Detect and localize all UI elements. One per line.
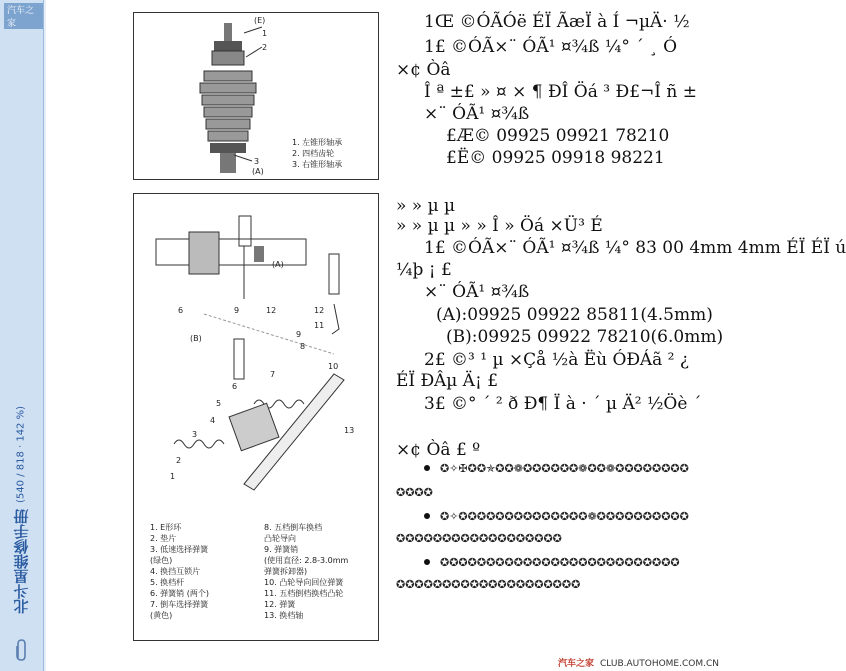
caption-line: 3. 右锥形轴承 — [292, 160, 343, 169]
document-title — [2, 390, 40, 630]
callout-10: 10 — [328, 362, 339, 371]
text-line: ×¢ Òâ £ º — [396, 440, 481, 460]
caption-line: 2. 垫片 — [150, 534, 177, 543]
text-line: » » µ µ — [396, 196, 456, 216]
caption-line: 6. 弹簧销 (两个) — [150, 589, 209, 598]
caption-line: (黄色) — [150, 611, 173, 620]
caption-line: 1. E形环 — [150, 523, 182, 532]
bullet-text: ✪✧✪✪✪✪✪✪✪✪✪✪✪✪✪✪❁✪✪✪✪✪✪✪✪✪✪ — [440, 510, 689, 523]
shift-shaft-drawing — [134, 194, 378, 494]
text-line: (A):09925 09922 85811(4.5mm) — [436, 305, 713, 325]
bullet-text: ✪✧✠✪✪✯✪✪❁✪✪✪✪✪✪❁✪✪❁✪✪✪✪✪✪✪✪ — [440, 462, 689, 475]
callout-8: 8 — [300, 342, 306, 351]
bullet-wrap: ✪✪✪✪ — [396, 486, 433, 499]
page-info: (540 / 818 · 142 %) — [15, 406, 27, 504]
caption-line: (绿色) — [150, 556, 173, 565]
caption-line: 1. 左锥形轴承 — [292, 138, 343, 147]
bullet-icon — [424, 559, 430, 565]
viewer-sidebar — [0, 0, 44, 671]
text-line: 1Œ ©ÓÃÓë ÉÏ ÃæÏ à Í ¬µÄ· ½ — [424, 12, 690, 32]
callout-11: 11 — [314, 321, 325, 330]
text-line: ÉÏ ÐÂµ Ä¡ £ — [396, 371, 499, 391]
caption-line: (使用直径: 2.8-3.0mm — [264, 556, 349, 565]
label-a: (A) — [252, 167, 264, 176]
callout-5: 5 — [216, 399, 222, 408]
text-line: Î ª ±£ » ¤ × ¶ ÐÎ Öá ³ Ð£¬Î ñ ± — [424, 82, 697, 102]
paperclip-icon[interactable] — [12, 638, 30, 662]
caption-line: 13. 换档轴 — [264, 611, 304, 620]
page-edge — [44, 0, 46, 671]
callout-9-top: 9 — [234, 306, 240, 315]
callout-4: 4 — [210, 416, 216, 425]
caption-line: 12. 弹簧 — [264, 600, 296, 609]
figure2-captions-left — [150, 522, 209, 621]
callout-1: 1 — [262, 29, 268, 38]
label-a: (A) — [272, 260, 284, 269]
watermark-footer — [558, 656, 719, 669]
callout-9: 9 — [296, 330, 302, 339]
caption-line: 7. 倒车选择弹簧 — [150, 600, 209, 609]
callout-2: 2 — [262, 43, 268, 52]
caption-line: 9. 弹簧销 — [264, 545, 299, 554]
figure2-captions-right — [264, 522, 348, 621]
footer-brand: 汽车之家 — [558, 659, 595, 669]
caption-line: 11. 五档倒档换档凸轮 — [264, 589, 344, 598]
bullet-item — [396, 462, 689, 475]
label-b: (B) — [190, 334, 202, 343]
document-title-text: 北斗星维修手册 — [12, 509, 31, 615]
callout-2: 2 — [176, 456, 182, 465]
text-line: 2£ ©³ ¹ µ ×Çå ½à Ëù ÓÐÁã ² ¿ — [424, 350, 690, 370]
callout-7: 7 — [270, 370, 276, 379]
text-line: £Ë© 09925 09918 98221 — [446, 148, 665, 168]
caption-line: 弹簧拆卸器) — [264, 567, 308, 576]
callout-6-top: 6 — [178, 306, 184, 315]
watermark-top: 汽车之家 — [4, 3, 43, 29]
figure1-captions — [292, 137, 342, 170]
callout-12: 12 — [314, 306, 325, 315]
text-line: ×¨ ÓÃ¹ ¤¾ß — [424, 104, 530, 124]
bullet-icon — [424, 513, 430, 519]
callout-1: 1 — [170, 472, 176, 481]
text-line: ×¨ ÓÃ¹ ¤¾ß — [424, 282, 530, 302]
text-line: » » µ µ » » Î » Öá ×Ü³ É — [396, 216, 603, 236]
caption-line: 凸轮导向 — [264, 534, 296, 543]
caption-line: 3. 低速选择弹簧 — [150, 545, 209, 554]
bullet-wrap: ✪✪✪✪✪✪✪✪✪✪✪✪✪✪✪✪✪✪ — [396, 532, 562, 545]
callout-13: 13 — [344, 426, 355, 435]
caption-line: 8. 五档倒车换档 — [264, 523, 323, 532]
label-e: (E) — [254, 16, 266, 25]
text-line: 1£ ©ÓÃ×¨ ÓÃ¹ ¤¾ß ¼° 83 00 4mm 4mm ÉÏ ÉÏ ú — [424, 238, 846, 258]
bullet-wrap: ✪✪✪✪✪✪✪✪✪✪✪✪✪✪✪✪✪✪✪✪ — [396, 578, 581, 591]
callout-3: 3 — [192, 430, 198, 439]
bullet-item — [396, 510, 689, 523]
bullet-item — [396, 556, 680, 569]
figure-shift-shaft-exploded — [133, 193, 379, 641]
text-line: ×¢ Òâ — [396, 60, 451, 80]
text-line: ¼þ ¡ £ — [396, 260, 452, 280]
caption-line: 4. 换挡互锁片 — [150, 567, 201, 576]
bullet-icon — [424, 465, 430, 471]
footer-url: CLUB.AUTOHOME.COM.CN — [600, 659, 719, 669]
bullet-text: ✪✪✪✪✪✪✪✪✪✪✪✪✪✪✪✪✪✪✪✪✪✪✪✪✪✪ — [440, 556, 680, 569]
callout-3: 3 — [254, 157, 260, 166]
caption-line: 2. 四档齿轮 — [292, 149, 335, 158]
caption-line: 5. 换档杆 — [150, 578, 185, 587]
text-line: 3£ ©° ´ ² ð Ð¶ Ï à · ´ µ Ä² ½Öè ´ — [424, 394, 702, 414]
caption-line: 10. 凸轮导向回位弹簧 — [264, 578, 344, 587]
text-line: (B):09925 09922 78210(6.0mm) — [446, 327, 724, 347]
callout-12-top: 12 — [266, 306, 277, 315]
callout-6: 6 — [232, 382, 238, 391]
text-line: 1£ ©ÓÃ×¨ ÓÃ¹ ¤¾ß ¼° ´ ¸ Ó — [424, 37, 678, 57]
figure-gear-shaft — [133, 12, 379, 180]
text-line: £Æ© 09925 09921 78210 — [446, 126, 670, 146]
